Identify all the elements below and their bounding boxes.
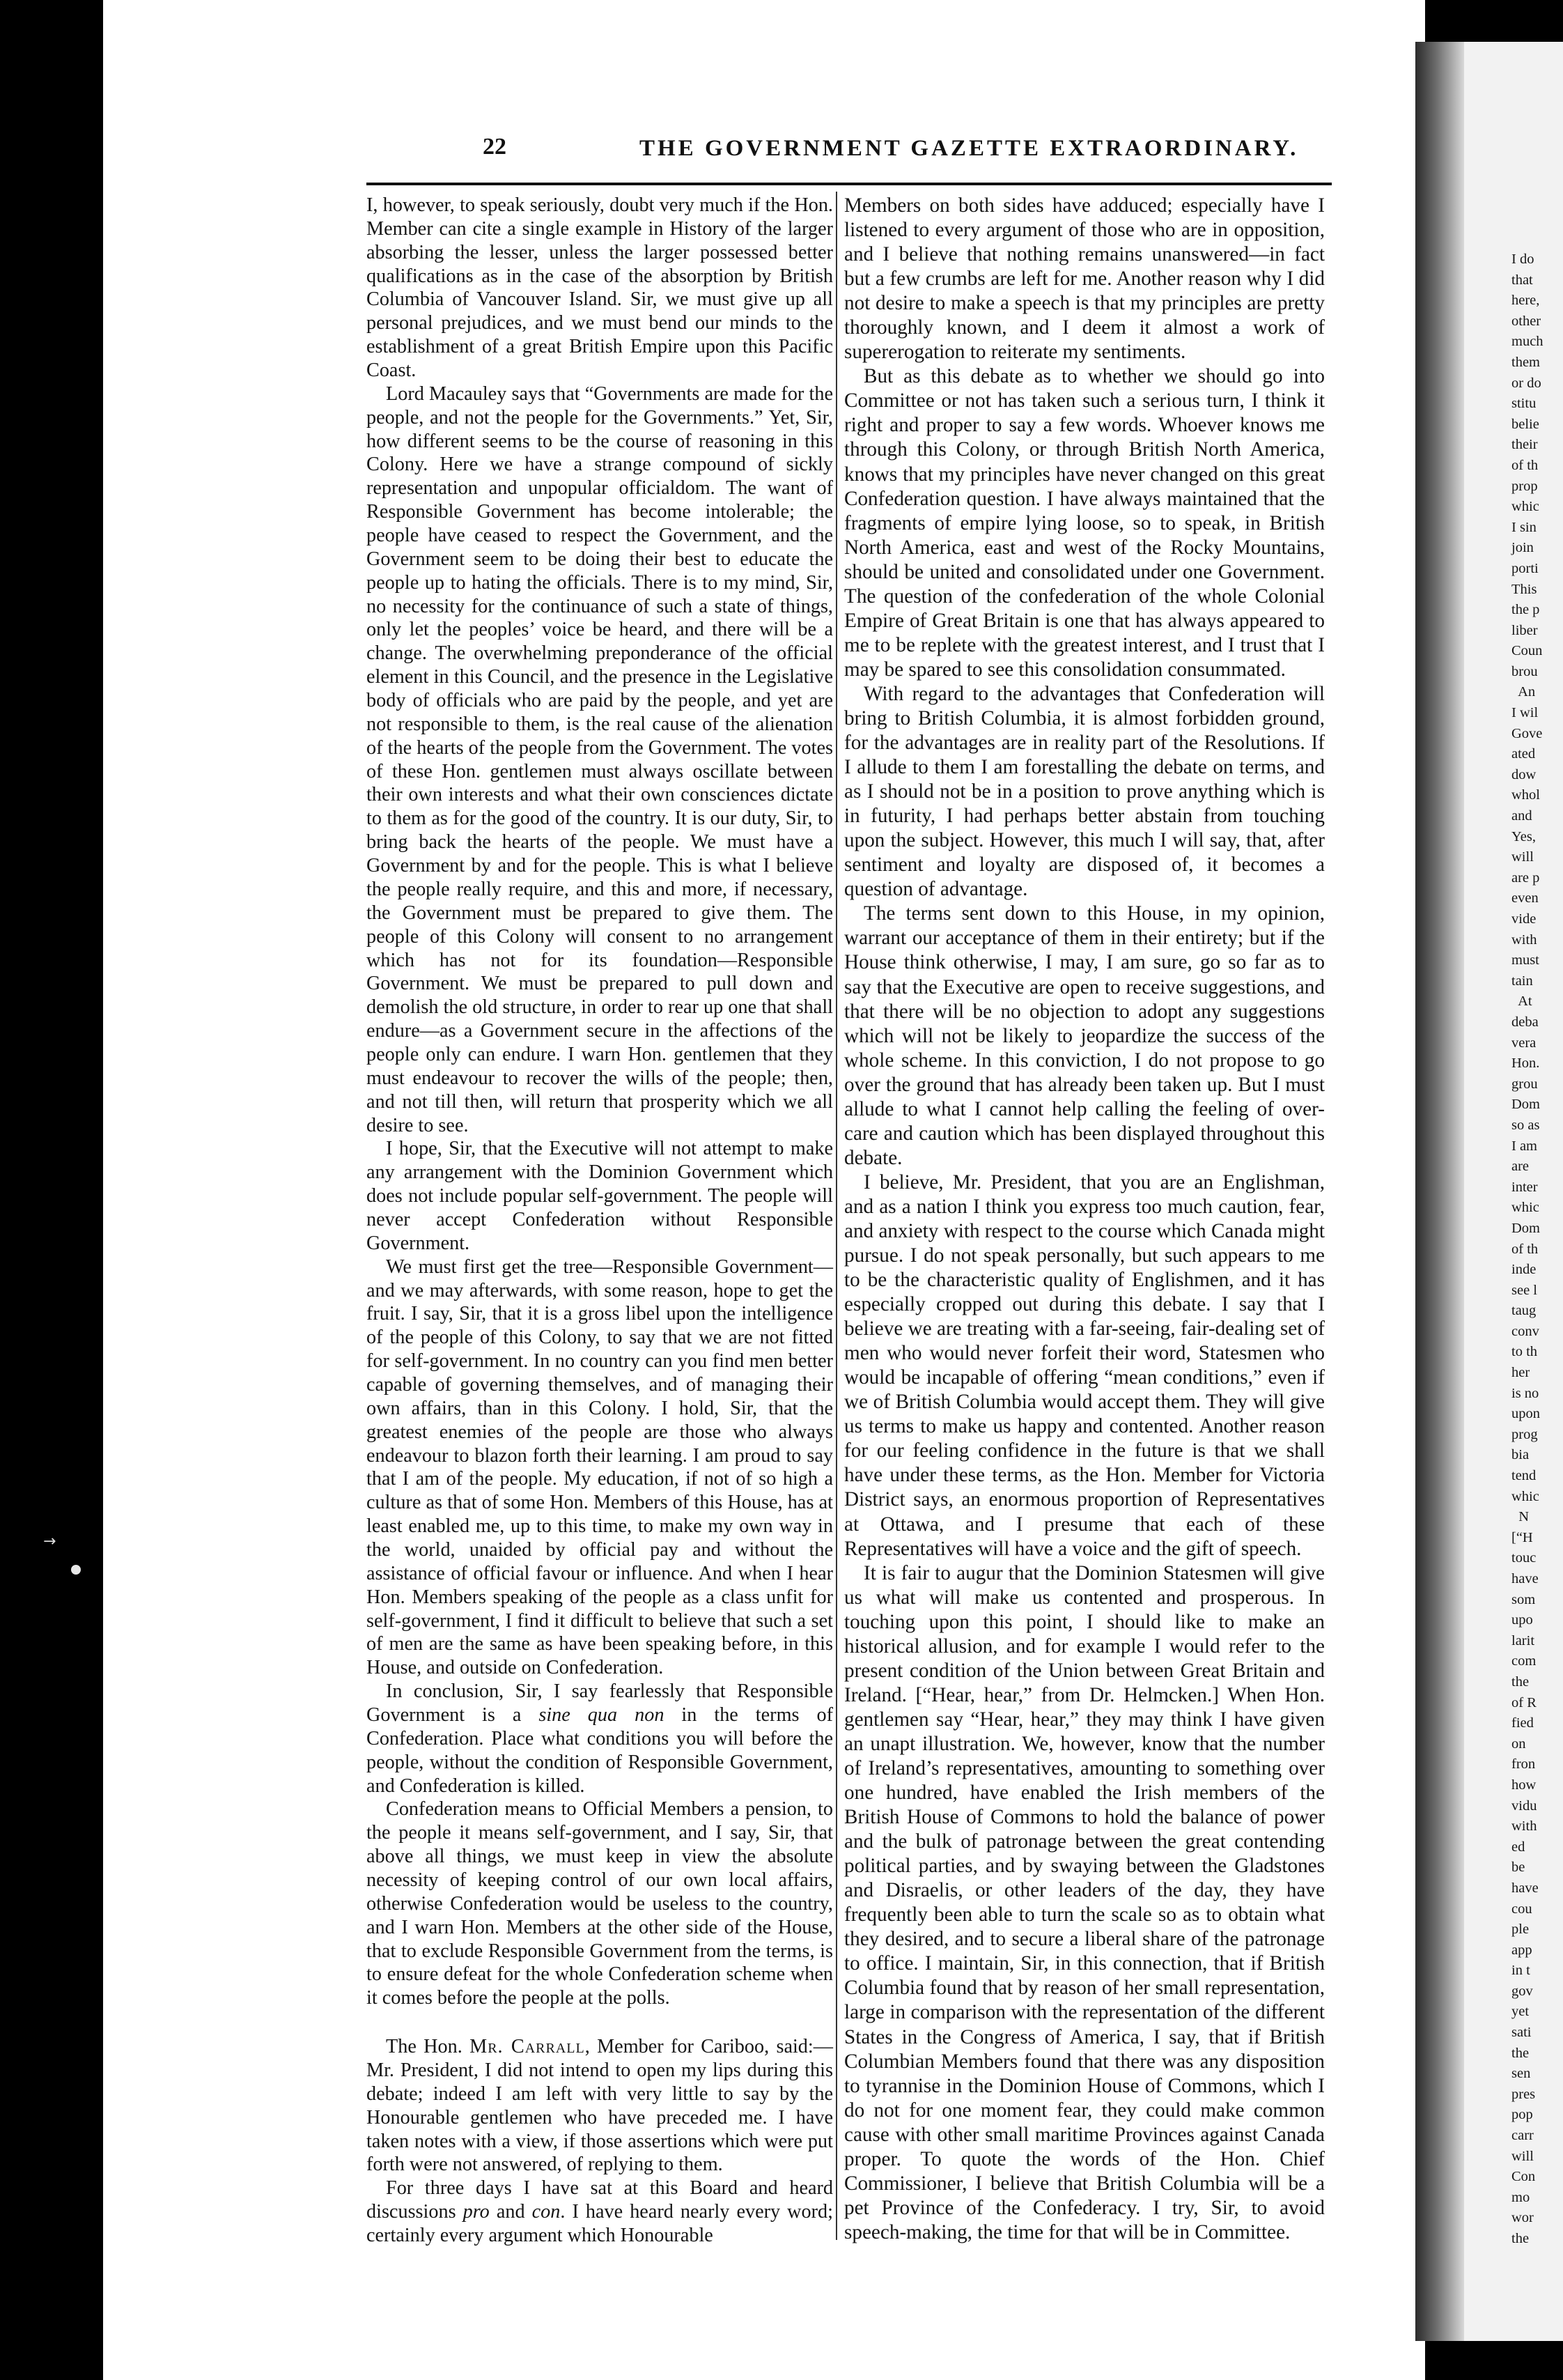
column-divider: [836, 192, 837, 2240]
text-run: . I have heard nearly every word; certainly every argument which Honourable: [366, 2201, 833, 2247]
paragraph: With regard to the advantages that Confederation will bring to British Columbia, it is almost forbidden ground, for the advantages are in reality part of the Resolutions. If I allude to them I am forestalling the debate on terms, and as I should not be in a position to prove anything which is in futurity, I had perhaps better abstain from touching upon the subject. However, this much I will say, that, after sentiment and loyalty are disposed of, it becomes a question of advantage.: [844, 682, 1325, 901]
paragraph: We must first get the tree—Responsible Government—and we may afterwards, with some reason, hope to get the fruit. I say, Sir, that it is a gross libel upon the intelligence of the people of this Colony, to say that we are not fitted for self-government. In no country can you find men better capable of governing themselves, and of managing their own affairs, than in this Colony. I hold, Sir, that the greatest enemies of the people are those who always endeavour to blazon forth their learning. I am proud to say that I am of the people. My education, if not of so high a culture as that of some Hon. Members of this House, has at least enabled me, up to this time, to make my own way in the world, unaided by official pay and without the assistance of official favour or influence. And when I hear Hon. Members speaking of the people as a class unfit for self-government, I find it difficult to believe that such a set of men are the same as have been speaking before, in this House, and outside on Confederation.: [366, 1255, 833, 1679]
paragraph: I hope, Sir, that the Executive will not attempt to make any arrangement with the Dominion Government which does not include popular self-government. The people will never accept Confederation without Responsible Government.: [366, 1138, 833, 1254]
left-column: [366, 194, 833, 2248]
margin-dot-icon: [71, 1565, 81, 1575]
paragraph: But as this debate as to whether we should go into Committee or not has taken such a serious turn, I think it right and proper to say a few words. Whoever knows me through this Colony, or through British North America, knows that my principles have never changed on this great Confederation question. I have always maintained that the fragments of empire lying loose, so to speak, in British North America, east and west of the Rocky Mountains, should be united and consolidated under one Government. The question of the confederation of the whole Colonial Empire of Great Britain is one that has always appeared to me to be replete with the greatest interest, and I trust that I may be spared to see this consolidation consummated.: [844, 365, 1325, 681]
text-run: in the terms of Confederation. Place what conditions you will before the people, without the condition of Responsible Government, and Confederation is killed.: [366, 1704, 833, 1797]
paragraph: [366, 2177, 833, 2248]
text-run: The Hon.: [386, 2036, 470, 2058]
right-column: [844, 194, 1325, 2245]
paragraph: I, however, to speak seriously, doubt very much if the Hon. Member can cite a single example in History of the larger absorbing the lesser, unless the larger possessed better qualifications as in the case of the absorption by British Columbia of Vancouver Island. Sir, we must give up all personal prejudices, and we must bend our minds to the establishment of a great British Empire upon this Pacific Coast.: [366, 194, 833, 382]
adjacent-page-text-fragment: I do that here, other much them or do stitu belie their of th prop whic I sin join porti This the p liber Coun brou An I wil Gove ated dow whol and Yes, will are p even vide with must tain At deba vera Hon. grou Dom so as I am are inter whic Dom of th inde see l taug conv to th her is no upon prog bia tend whic N [“H touc have som upo larit com the of R fied on fron how vidu with ed be have cou ple app in t gov yet sati the sen pres pop carr will Con mo wor the: [1511, 252, 1543, 2246]
paragraph: I believe, Mr. President, that you are an Englishman, and as a nation I think you express too much caution, fear, and anxiety with respect to the course which Canada might pursue. I do not speak personally, but such appears to me to be the characteristic quality of Englishmen, and it has especially cropped out during this debate. I say that I believe we are treating with a far-seeing, fair-dealing set of men who would never forfeit their word, Statesmen who would be incapable of offering “mean conditions,” even if we of British Columbia would accept them. They will give us terms to make us happy and contented. Another reason for our feeling confidence in the future is that we shall have under these terms, as the Hon. Member for Victoria District says, an enormous proportion of Representatives at Ottawa, and I presume that each of these Representatives will have a voice and the gift of speech.: [844, 1170, 1325, 1560]
italic-phrase: sine qua non: [538, 1704, 664, 1726]
text-run: For three days I have sat at this Board and heard discussions: [366, 2177, 833, 2223]
paragraph: Members on both sides have adduced; especially have I listened to every argument of those who are in opposition, and I believe that nothing remains unanswered—in fact but a few crumbs are left for me. Another reason why I did not desire to make a speech is that my principles are pretty thoroughly known, and I deem it almost a work of supererogation to reiterate my sentiments.: [844, 194, 1325, 364]
book-spine-shadow: [1415, 42, 1464, 2341]
header-rule: [366, 183, 1332, 185]
margin-mark-icon: →: [43, 1533, 56, 1550]
adjacent-page-edge: [1415, 42, 1563, 2341]
text-run: , Member for Cariboo, said:—Mr. President, I did not intend to open my lips during this debate; indeed I am left with very little to say by the Honourable gentlemen who have preceded me. I have taken notes with a view, if those assertions which were put forth were not answered, of replying to them.: [366, 2036, 833, 2176]
page-number: 22: [483, 134, 506, 160]
paragraph: Confederation means to Official Members a pension, to the people it means self-government, and I say, Sir, that above all things, we must keep in view the absolute necessity of keeping control of our own local affairs, otherwise Confederation would be useless to the country, and I warn Hon. Members at the other side of the House, that to exclude Responsible Government from the terms, is to ensure defeat for the whole Confederation scheme when it comes before the people at the polls.: [366, 1798, 833, 2009]
speaker-paragraph: [366, 2035, 833, 2177]
speaker-name: Mr. Carrall: [469, 2036, 585, 2058]
paragraph: The terms sent down to this House, in my opinion, warrant our acceptance of them in their entirety; but if the House think otherwise, I may, I am sure, go so far as to say that the Executive are open to receive suggestions, and that there will be no objection to adopt any suggestions which will not be likely to jeopardize the success of the whole scheme. In this conviction, I do not propose to go over the ground that has already been taken up. But I must allude to what I cannot help calling the feeling of over-care and caution which has been displayed throughout this debate.: [844, 902, 1325, 1169]
text-run: In conclusion, Sir, I say fearlessly that Responsible Government is a: [366, 1680, 833, 1726]
paragraph: Lord Macauley says that “Governments are made for the people, and not the people for the Governments.” Yet, Sir, how different seems to be the course of reasoning in this Colony. Here we have a strange compound of sickly representation and unpopular officialdom. The want of Responsible Government has become intolerable; the people have ceased to respect the Government, and the Government seem to be doing their best to educate the people up to hating the officials. There is to my mind, Sir, no necessity for the continuance of such a state of things, only let the peoples’ voice be heard, and there will be a change. The overwhelming preponderance of the official element in this Council, and the presence in the Legislative body of officials who are paid by the people, and yet are not responsible to them, is the real cause of the alienation of the hearts of the people from the Government. The votes of these Hon. gentlemen must always oscillate between their own interests and what their own consciences dictate to them as for the good of the country. It is our duty, Sir, to bring back the hearts of the people. We must have a Government by and for the people. This is what I believe the people really require, and this and more, if necessary, the Government must be prepared to give them. The people of this Colony will consent to no arrangement which has not for its foundation—Responsible Government. We must be prepared to pull down and demolish the old structure, in order to rear up one that shall endure—as a Government secure in the affections of the people only can endure. I warn Hon. gentlemen that they must endeavour to recover the wills of the people; then, and not till then, will return that prosperity which we all desire to see.: [366, 382, 833, 1136]
gazette-title: THE GOVERNMENT GAZETTE EXTRAORDINARY.: [639, 136, 1299, 161]
italic-phrase: con: [531, 2201, 561, 2223]
text-run: and: [489, 2201, 532, 2223]
paragraph: [366, 1680, 833, 1798]
paragraph: It is fair to augur that the Dominion Statesmen will give us what will make us contented and prosperous. In touching upon this point, I should like to make an historical allusion, and for example I would refer to the present condition of the Union between Great Britain and Ireland. [“Hear, hear,” from Dr. Helmcken.] When Hon. gentlemen say “Hear, hear,” they may think I have given an unapt illustration. We, however, know that the number of Ireland’s representatives, amounting to something over one hundred, have enabled the Irish members of the British House of Commons to hold the balance of power and the bulk of patronage between the great contending political parties, and by swaying between the Gladstones and Disraelis, or other leaders of the day, they have frequently been able to turn the scale so as to obtain what they desired, and to secure a liberal share of the patronage to office. I maintain, Sir, in this connection, that if British Columbia found that by reason of her small representation, large in comparison with the representation of the different States in the Congress of America, I say, that if British Columbian Members found that there was any disposition to tyrannise in the Dominion House of Commons, which I do not for one moment fear, they could make common cause with other small maritime Provinces against Canada proper. To quote the words of the Hon. Chief Commissioner, I believe that British Columbia will be a pet Province of the Confederacy. I try, Sir, to avoid speech-making, the time for that will be in Committee.: [844, 1561, 1325, 2243]
margin-marks: [43, 1533, 106, 1575]
italic-phrase: pro: [462, 2201, 490, 2223]
